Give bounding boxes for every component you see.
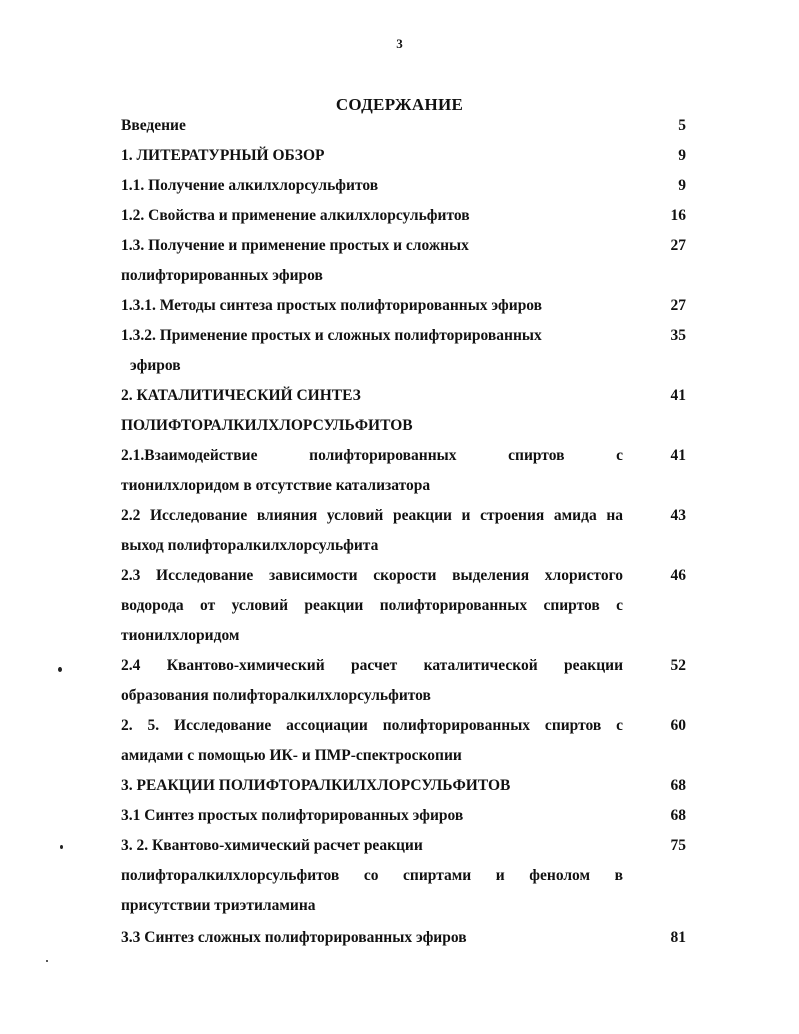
- page-number: 3: [396, 36, 403, 51]
- toc-entry-page: 9: [678, 147, 686, 164]
- toc-entry-text: 3. РЕАКЦИИ ПОЛИФТОРАЛКИЛХЛОРСУЛЬФИТОВ: [121, 777, 511, 794]
- toc-entry-page: 68: [670, 777, 686, 794]
- page-title: СОДЕРЖАНИЕ: [335, 95, 464, 114]
- toc-entry-page: 27: [670, 237, 686, 254]
- toc-entry-text: 1.3. Получение и применение простых и сложных: [121, 237, 469, 254]
- toc-entry-page: 43: [670, 507, 686, 524]
- toc-entry-page: 16: [670, 207, 686, 224]
- toc-entry-text: 3. 2. Квантово-химический расчет реакции: [121, 837, 423, 854]
- toc-entry-text: Введение: [121, 117, 186, 134]
- toc-entry-page: 35: [670, 327, 686, 344]
- toc-entry-page: 27: [670, 297, 686, 314]
- toc-entry-text: образования полифторалкилхлорсульфитов: [121, 687, 431, 704]
- scan-speck: [60, 845, 63, 849]
- toc-entry-page: 68: [670, 807, 686, 824]
- toc-entry-text: 2. 5. Исследование ассоциации полифторированных спиртов с: [121, 717, 623, 734]
- toc-entry-page: 9: [678, 177, 686, 194]
- toc-entry-text: 2.2 Исследование влияния условий реакции и строения амида на: [121, 507, 623, 524]
- toc-entry-page: 46: [670, 567, 686, 584]
- toc-entry-page: 52: [670, 657, 686, 674]
- toc-entry-text: присутствии триэтиламина: [121, 897, 316, 914]
- toc-entry-page: 81: [670, 929, 686, 946]
- toc-entry-text: полифторалкилхлорсульфитов со спиртами и фенолом в: [121, 867, 623, 884]
- toc-entry-page: 41: [670, 447, 686, 464]
- toc-entry-page: 5: [678, 117, 686, 134]
- toc-entry-text: водорода от условий реакции полифторированных спиртов с: [121, 597, 623, 614]
- toc-entry-text: тионилхлоридом: [121, 627, 240, 644]
- toc-entry-text: 1. ЛИТЕРАТУРНЫЙ ОБЗОР: [121, 147, 325, 164]
- toc-entry-text: тионилхлоридом в отсутствие катализатора: [121, 477, 431, 494]
- scan-speck: [46, 960, 48, 962]
- toc-entry-text: 1.3.2. Применение простых и сложных полифторированных: [121, 327, 542, 344]
- toc-entry-text: 1.2. Свойства и применение алкилхлорсульфитов: [121, 207, 470, 224]
- toc-entry-text: 3.1 Синтез простых полифторированных эфиров: [121, 807, 464, 824]
- toc-entry-text: амидами с помощью ИК- и ПМР-спектроскопии: [121, 747, 462, 764]
- toc-entry-text: 2. КАТАЛИТИЧЕСКИЙ СИНТЕЗ: [121, 387, 361, 404]
- toc-entry-text: эфиров: [130, 357, 181, 374]
- toc-entry-text: полифторированных эфиров: [121, 267, 323, 284]
- toc-entry-page: 75: [670, 837, 686, 854]
- toc-entry-text: 1.1. Получение алкилхлорсульфитов: [121, 177, 379, 194]
- toc-entry-text: 3.3 Синтез сложных полифторированных эфиров: [121, 929, 467, 946]
- toc-entry-text: 2.4 Квантово-химический расчет каталитической реакции: [121, 657, 623, 674]
- toc-entry-text: 2.1.Взаимодействие полифторированных спиртов с: [121, 447, 623, 464]
- toc-entry-page: 41: [670, 387, 686, 404]
- toc-entry-text: ПОЛИФТОРАЛКИЛХЛОРСУЛЬФИТОВ: [121, 417, 413, 434]
- toc-entry-text: выход полифторалкилхлорсульфита: [121, 537, 379, 554]
- toc-entry-text: 2.3 Исследование зависимости скорости выделения хлористого: [121, 567, 623, 584]
- scan-speck: [58, 667, 62, 672]
- toc-entry-text: 1.3.1. Методы синтеза простых полифторированных эфиров: [121, 297, 543, 314]
- toc-entry-page: 60: [670, 717, 686, 734]
